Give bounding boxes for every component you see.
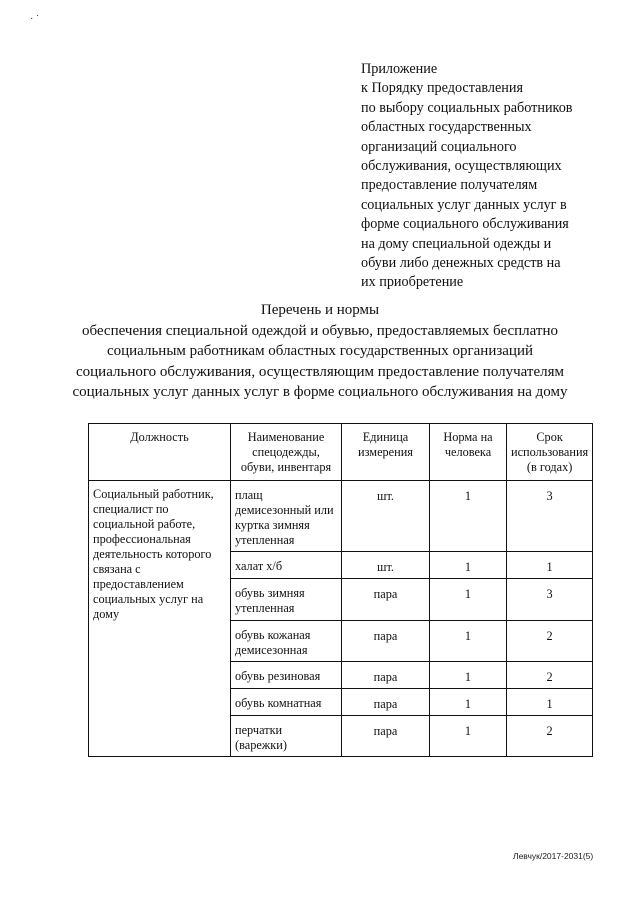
item-cell: обувь кожаная демисезонная <box>231 621 342 662</box>
norm-cell: 1 <box>430 662 507 689</box>
term-cell: 1 <box>507 689 593 716</box>
document-title <box>60 300 580 403</box>
unit-cell: пара <box>342 662 430 689</box>
title-line: социального обслуживания, осуществляющим предоставление получателям <box>75 363 565 380</box>
term-cell: 2 <box>507 662 593 689</box>
header-position: Должность <box>89 424 231 481</box>
title-line: социальных услуг данных услуг в форме социального обслуживания на дому <box>72 384 568 400</box>
norm-cell: 1 <box>430 716 507 757</box>
header-term: Срок использования (в годах) <box>507 424 593 481</box>
appendix-line: Приложение <box>361 61 438 77</box>
norm-cell: 1 <box>430 579 507 621</box>
item-cell: обувь комнатная <box>231 689 342 716</box>
position-cell: Социальный работник, специалист по социальной работе, профессиональная деятельность которого связана с предоставлением социальных услуг на дому <box>89 481 231 757</box>
item-cell: плащ демисезонный или куртка зимняя утепленная <box>231 481 342 552</box>
appendix-line: форме социального обслуживания <box>361 216 569 233</box>
appendix-line: по выбору социальных работников <box>361 99 573 116</box>
appendix-line: организаций социального <box>361 138 517 155</box>
unit-cell: пара <box>342 716 430 757</box>
norms-table <box>88 423 593 757</box>
scan-marks: · ˙ <box>30 14 40 25</box>
appendix-line: областных государственных <box>361 119 532 136</box>
document-footer-code: Левчук/2017-2031(5) <box>513 851 594 861</box>
appendix-line: социальных услуг данных услуг в <box>361 196 567 213</box>
norm-cell: 1 <box>430 552 507 579</box>
appendix-line: их приобретение <box>361 274 464 291</box>
item-cell: обувь резиновая <box>231 662 342 689</box>
norm-cell: 1 <box>430 689 507 716</box>
norms-table-wrapper <box>88 423 593 757</box>
term-cell: 2 <box>507 621 593 662</box>
item-cell: халат х/б <box>231 552 342 579</box>
norm-cell: 1 <box>430 481 507 552</box>
item-cell: перчатки (варежки) <box>231 716 342 757</box>
table-row <box>89 481 593 552</box>
unit-cell: шт. <box>342 481 430 552</box>
title-line: обеспечения специальной одеждой и обувью, предоставляемых бесплатно <box>81 322 559 339</box>
header-item: Наименование спецодежды, обуви, инвентаря <box>231 424 342 481</box>
title-line: социальным работникам областных государственных организаций <box>106 343 534 359</box>
appendix-line: к Порядку предоставления <box>361 80 523 97</box>
appendix-line: на дому специальной одежды и <box>361 235 552 252</box>
unit-cell: шт. <box>342 552 430 579</box>
header-unit: Единица измерения <box>342 424 430 481</box>
norm-cell: 1 <box>430 621 507 662</box>
unit-cell: пара <box>342 689 430 716</box>
term-cell: 3 <box>507 481 593 552</box>
unit-cell: пара <box>342 621 430 662</box>
appendix-line: обслуживания, осуществляющих <box>361 158 562 175</box>
appendix-line: обуви либо денежных средств на <box>361 255 561 272</box>
term-cell: 1 <box>507 552 593 579</box>
table-header-row <box>89 424 593 481</box>
appendix-note <box>361 60 611 293</box>
term-cell: 3 <box>507 579 593 621</box>
header-norm: Норма на человека <box>430 424 507 481</box>
term-cell: 2 <box>507 716 593 757</box>
appendix-line: предоставление получателям <box>361 177 538 194</box>
unit-cell: пара <box>342 579 430 621</box>
item-cell: обувь зимняя утепленная <box>231 579 342 621</box>
title-line: Перечень и нормы <box>260 302 380 318</box>
